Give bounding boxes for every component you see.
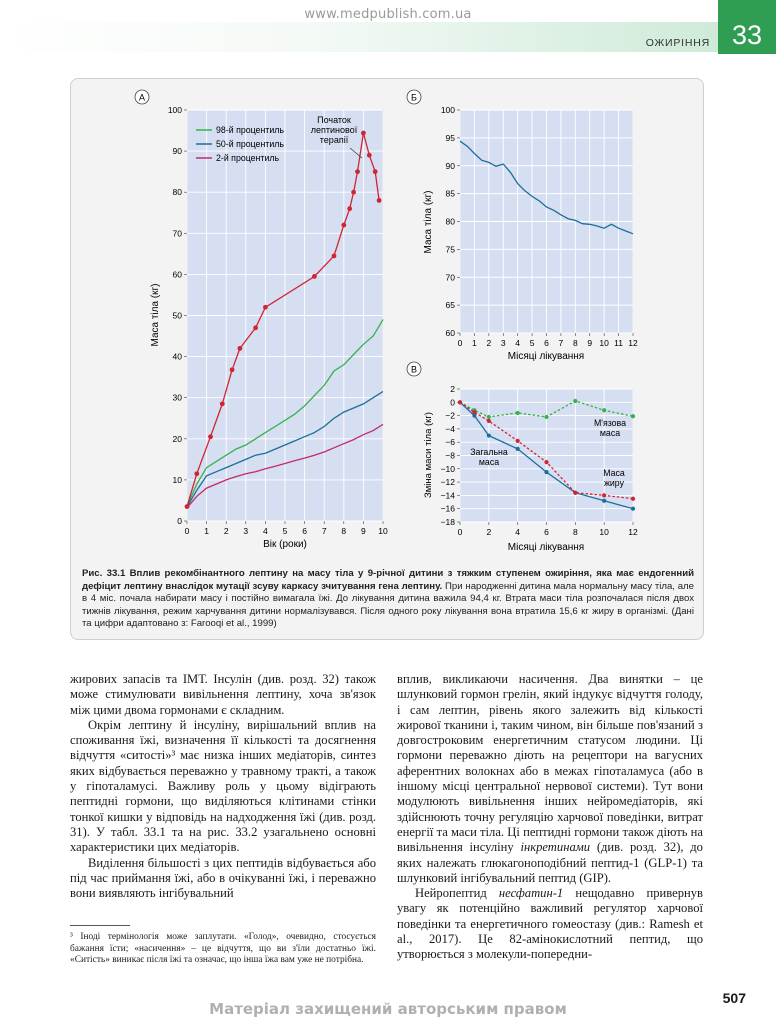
panel-b-ylabel: Маса тіла (кг) — [423, 190, 434, 254]
data-point — [341, 223, 346, 228]
y-tick-label: 75 — [445, 244, 455, 255]
x-tick-label: 5 — [529, 338, 535, 348]
data-point — [544, 460, 548, 464]
data-point — [573, 399, 577, 403]
right-p1-italic: інкретинами — [520, 840, 591, 855]
footnote: ³ Іноді термінологія може заплутати. «Голод», очевидно, стосується бажання їсти; «насичення» – це відчуття, що ви з'їли достатньо їжі. «Ситість» виникає після їжі та означає, що інша їжа вам уже не потрібна. — [70, 932, 376, 966]
right-p1-text-end: (див. розд. 32), до яких належать глюкагоноподібний пептид-1 (GLP-1) та шлунковий інгібувальний пептид (GIP). — [397, 840, 703, 885]
series-label-line: жиру — [604, 478, 624, 488]
x-tick-label: 0 — [457, 338, 463, 348]
x-tick-label: 6 — [544, 527, 549, 537]
panel-b-label: Б — [411, 92, 417, 103]
data-point — [487, 415, 491, 419]
x-tick-label: 6 — [302, 526, 307, 536]
y-tick-label: 80 — [445, 216, 455, 227]
data-point — [361, 131, 366, 136]
data-point — [602, 493, 606, 497]
y-tick-label: 20 — [172, 433, 182, 444]
panel-v-xlabel: Місяці лікування — [507, 542, 585, 553]
y-tick-label: 90 — [445, 160, 455, 171]
data-point — [263, 305, 268, 310]
y-tick-label: 100 — [440, 105, 455, 115]
y-tick-label: 90 — [172, 146, 182, 157]
x-tick-label: 10 — [378, 526, 388, 536]
y-tick-label: 85 — [445, 188, 455, 199]
left-paragraph-1: жирових запасів та ІМТ. Інсулін (див. розд. 32) також може стимулювати вивільнення лептину, хоча зв'язок між цими двома гормонами є складним. — [70, 672, 376, 717]
x-tick-label: 1 — [472, 338, 477, 348]
data-point — [631, 414, 635, 418]
y-tick-label: −4 — [445, 423, 455, 434]
y-tick-label: 70 — [172, 228, 182, 239]
right-p2-italic: несфатин-1 — [498, 886, 564, 901]
data-point — [472, 410, 476, 414]
series-label-line: Загальна — [470, 447, 508, 457]
panel-a-chart — [135, 90, 388, 550]
data-point — [373, 169, 378, 174]
x-tick-label: 2 — [223, 526, 229, 536]
x-tick-label: 8 — [572, 527, 578, 537]
y-tick-label: 10 — [172, 474, 182, 485]
x-tick-label: 3 — [500, 338, 506, 348]
section-title: ОЖИРІННЯ — [645, 37, 710, 49]
x-tick-label: 7 — [321, 526, 327, 536]
panel-v-ylabel: Зміна маси тіла (кг) — [423, 412, 434, 498]
series-label-line: маса — [478, 457, 500, 467]
legend-label: 2-й процентиль — [216, 153, 280, 163]
right-p2-text: Нейропептид — [415, 886, 499, 901]
data-point — [544, 470, 548, 474]
caption-text: При народженні дитина мала нормальну масу тіла, але в 4 міс. почала набирати масу і постійно вимагала їжі. До лікування дитина важила 94,4 кг. Втрата маси тіла розпочалася після двох тижнів лікування, режим харчування дитини нормалізувався. Після одного року лікування вона втратила 15,6 кг жиру в організмі. (Дані та цифри адаптовано з: Farooqi et al., 1999) — [82, 580, 694, 630]
y-tick-label: −8 — [445, 450, 455, 461]
data-point — [631, 497, 635, 501]
data-point — [573, 491, 577, 495]
data-point — [544, 415, 548, 419]
panel-v-label: В — [410, 364, 418, 375]
left-paragraph-2: Окрім лептину й інсуліну, вирішальний вплив на споживання їжі, визначення її кількості та досягнення відчуття «ситості»³ має низка інших медіаторів, синтез яких відбувається переважно у травному тракті, а також у гіпоталамусі. Важливу роль у цьому відіграють пептидні гормони, що виділяються клітинами стінки тонкої кишки у відповідь на надходження їжі (див. розд. 31). У табл. 33.1 та на рис. 33.2 узагальнено основні характеристики цих медіаторів. — [70, 717, 376, 855]
y-tick-label: 60 — [172, 269, 182, 280]
y-tick-label: 95 — [445, 132, 455, 143]
right-p2-text-end: нещодавно привернув увагу як потенційно важливий регулятор харчової поведінки та енергетичного гомеостазу (див.: Ramesh et al., 2017). Це 82-амінокислотний пептид, що утворюється з молекули-попередни- — [397, 886, 704, 962]
y-tick-label: 100 — [167, 105, 182, 115]
y-tick-label: 50 — [172, 310, 182, 321]
y-tick-label: 0 — [177, 516, 182, 526]
y-tick-label: −14 — [440, 490, 455, 501]
x-tick-label: 2 — [486, 527, 492, 537]
data-point — [220, 401, 225, 406]
data-point — [377, 198, 382, 203]
data-point — [516, 411, 520, 415]
x-tick-label: 12 — [628, 338, 638, 348]
panel-v-chart — [407, 362, 638, 553]
panel-b-chart — [407, 90, 638, 362]
annotation-line: Початок — [317, 115, 351, 125]
right-p1-text: вплив, викликаючи насичення. Два винятки – це шлунковий гормон грелін, який індукує відчуття голоду, і сам лептин, рівень якого залежить від кількості жирової тканини і, таким чином, він більше пов'язаний з довгостроковим енергетичним статусом людини. Ці гормони переважно діють на рецептори на вагусних аферентних волокнах або в межах гіпоталамуса (або в іншому місці центральної нервової системи). Тут вони модулюють вивільнення інших нейромедіаторів, які здійснюють точну регуляцію харчової поведінки, витрат енергії та маси тіла. Ці пептидні гормони також діють на вивільнення інсуліну — [397, 672, 703, 855]
x-tick-label: 9 — [361, 526, 366, 536]
series-label-line: М'язова — [593, 418, 627, 428]
y-tick-label: 70 — [445, 272, 455, 283]
y-tick-label: 80 — [172, 187, 182, 198]
data-point — [487, 433, 491, 437]
data-point — [208, 434, 213, 439]
y-tick-label: 0 — [450, 397, 455, 408]
chapter-number: 33 — [718, 0, 776, 54]
right-column — [397, 672, 703, 963]
y-tick-label: 65 — [445, 300, 455, 311]
series-label-line: маса — [599, 428, 621, 438]
x-tick-label: 10 — [599, 527, 609, 537]
panel-a-xlabel: Вік (роки) — [263, 539, 307, 550]
caption-title: Рис. 33.1 Вплив рекомбінантного лептину на масу тіла у 9-річної дитини з тяжким ступенем ожиріння, яка має ендогенний дефіцит лептину внаслідок мутації зсуву каркасу зчитування гена лептину. — [82, 568, 694, 592]
y-tick-label: −18 — [440, 517, 455, 527]
x-tick-label: 2 — [486, 338, 492, 348]
data-point — [602, 499, 606, 503]
data-point — [458, 400, 462, 404]
x-tick-label: 11 — [614, 338, 623, 348]
x-tick-label: 1 — [204, 526, 209, 536]
panel-a-ylabel: Маса тіла (кг) — [150, 283, 161, 347]
data-point — [367, 153, 372, 158]
data-point — [602, 408, 606, 412]
data-point — [238, 346, 243, 351]
y-tick-label: 60 — [445, 328, 455, 338]
data-point — [347, 206, 352, 211]
x-tick-label: 4 — [515, 338, 521, 348]
y-tick-label: 30 — [172, 392, 182, 403]
data-point — [487, 419, 491, 423]
y-tick-label: −10 — [440, 463, 455, 474]
series-label — [603, 468, 625, 488]
series-label-line: Маса — [603, 468, 625, 478]
x-tick-label: 0 — [457, 527, 463, 537]
copyright-footer: Матеріал захищений авторським правом — [209, 1000, 567, 1018]
x-tick-label: 4 — [515, 527, 521, 537]
y-tick-label: −2 — [445, 410, 455, 421]
left-paragraph-3: Виділення більшості з цих пептидів відбувається або під час приймання їжі, або в очікуванні їжі, і переважно вони виявляють інгібувальний — [70, 855, 376, 901]
data-point — [312, 274, 317, 279]
left-column — [70, 672, 376, 901]
data-point — [230, 367, 235, 372]
x-tick-label: 0 — [184, 526, 190, 536]
y-tick-label: 2 — [450, 384, 455, 394]
x-tick-label: 8 — [341, 526, 347, 536]
data-point — [185, 504, 190, 509]
panel-a-legend — [196, 125, 284, 163]
x-tick-label: 8 — [572, 338, 578, 348]
x-tick-label: 4 — [263, 526, 268, 536]
panel-b-xlabel: Місяці лікування — [507, 351, 585, 362]
x-tick-label: 5 — [282, 526, 288, 536]
data-point — [253, 325, 258, 330]
data-point — [351, 190, 356, 195]
legend-label: 50-й процентиль — [216, 139, 284, 149]
panel-a-label: А — [138, 92, 146, 103]
x-tick-label: 7 — [558, 338, 564, 348]
data-point — [355, 169, 360, 174]
y-tick-label: 40 — [172, 351, 182, 362]
page-number: 507 — [722, 990, 746, 1006]
data-point — [631, 507, 635, 511]
figure-caption — [82, 568, 694, 631]
site-url: www.medpublish.com.ua — [304, 7, 472, 22]
x-tick-label: 12 — [628, 527, 638, 537]
x-tick-label: 10 — [599, 338, 609, 348]
x-tick-label: 3 — [243, 526, 249, 536]
data-point — [332, 254, 337, 259]
data-point — [516, 447, 520, 451]
y-tick-label: −12 — [440, 477, 455, 488]
y-tick-label: −16 — [440, 503, 455, 514]
annotation-line: терапії — [319, 135, 349, 145]
data-point — [194, 471, 199, 476]
right-paragraph-2 — [397, 886, 703, 962]
legend-label: 98-й процентиль — [216, 125, 284, 135]
right-paragraph-1 — [397, 672, 703, 886]
data-point — [516, 439, 520, 443]
x-tick-label: 9 — [587, 338, 593, 348]
x-tick-label: 6 — [544, 338, 549, 348]
y-tick-label: −6 — [445, 437, 455, 448]
footnote-rule — [70, 925, 130, 926]
annotation-line: лептинової — [310, 125, 358, 135]
